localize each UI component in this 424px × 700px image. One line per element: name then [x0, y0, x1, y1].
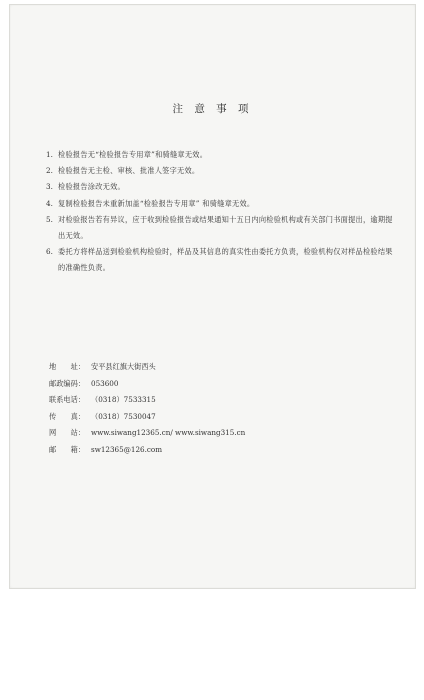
postcode-row	[49, 376, 389, 393]
phone-label: 联系电话：	[49, 395, 85, 404]
address-value: 安平县红旗大街西头	[91, 362, 156, 371]
email-label: 邮 箱：	[49, 444, 85, 454]
list-item	[46, 212, 396, 244]
item-number: 1.	[46, 150, 53, 159]
list-item	[46, 179, 396, 195]
item-text: 对检验报告若有异议，应于收到检验报告或结果通知十五日内向检验机构或有关部门书面提出，逾期提出无效。	[58, 214, 393, 241]
fax-row	[49, 409, 389, 426]
item-number: 6.	[46, 247, 53, 257]
item-number: 2.	[46, 166, 53, 176]
address-row	[49, 359, 389, 376]
list-item	[46, 244, 396, 276]
item-text: 检验报告无主检、审核、批准人签字无效。	[58, 166, 200, 176]
notes-list	[46, 147, 396, 277]
list-item	[46, 147, 396, 163]
list-item	[46, 163, 396, 179]
scanned-page	[9, 4, 416, 589]
postcode-value: 053600	[91, 378, 119, 388]
address-label: 地 址：	[49, 362, 85, 371]
item-number: 5.	[46, 214, 53, 224]
email-row	[49, 442, 389, 459]
email-value: sw12365@126.com	[91, 444, 163, 454]
website-value: www.siwang12365.cn/ www.siwang315.cn	[91, 428, 246, 437]
item-number: 4.	[46, 198, 53, 208]
list-item	[46, 196, 396, 212]
phone-value: （0318）7533315	[91, 395, 156, 404]
item-text: 委托方将样品送到检验机构检验时，样品及其信息的真实性由委托方负责，检验机构仅对样品检验结果的准确性负责。	[58, 247, 393, 273]
item-text: 检验报告无“检验报告专用章”和骑缝章无效。	[58, 150, 208, 159]
postcode-label: 邮政编码：	[49, 378, 85, 388]
contact-block	[49, 359, 389, 458]
website-row	[49, 425, 389, 442]
phone-row	[49, 392, 389, 409]
page-title: 注 意 事 项	[172, 103, 253, 115]
item-number: 3.	[46, 182, 53, 192]
website-label: 网 站：	[49, 428, 85, 437]
item-text: 复制检验报告未重新加盖“检验报告专用章” 和骑缝章无效。	[58, 198, 255, 208]
fax-value: （0318）7530047	[91, 411, 156, 421]
item-text: 检验报告涂改无效。	[58, 182, 125, 192]
fax-label: 传 真：	[49, 411, 85, 421]
